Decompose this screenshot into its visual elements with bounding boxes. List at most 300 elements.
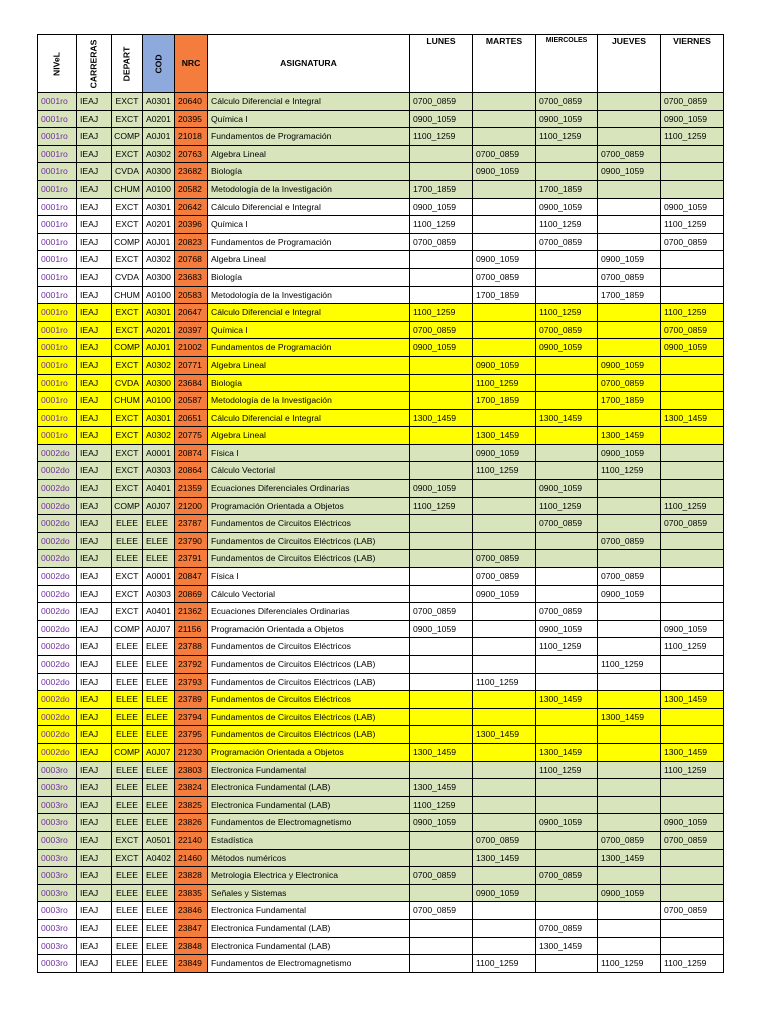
asignatura-cell: Fundamentos de Circuitos Eléctricos (LAB) <box>208 708 410 726</box>
viernes-cell <box>661 145 724 163</box>
depart-cell: ELEE <box>112 814 143 832</box>
nivel-cell: 0002do <box>38 726 77 744</box>
nrc-cell: 23792 <box>175 656 208 674</box>
jueves-cell <box>598 304 661 322</box>
nivel-cell: 0002do <box>38 462 77 480</box>
nrc-cell: 23793 <box>175 673 208 691</box>
miercoles-cell: 1100_1259 <box>536 304 598 322</box>
miercoles-cell: 0700_0859 <box>536 321 598 339</box>
depart-cell: COMP <box>112 497 143 515</box>
asignatura-cell: Fundamentos de Circuitos Eléctricos (LAB) <box>208 726 410 744</box>
depart-cell: EXCT <box>112 585 143 603</box>
viernes-cell <box>661 286 724 304</box>
viernes-cell <box>661 550 724 568</box>
depart-cell: CHUM <box>112 180 143 198</box>
miercoles-cell <box>536 532 598 550</box>
nivel-cell: 0003ro <box>38 761 77 779</box>
carrera-cell: IEAJ <box>77 233 112 251</box>
martes-cell: 1100_1259 <box>473 955 536 973</box>
miercoles-cell: 1100_1259 <box>536 761 598 779</box>
martes-cell <box>473 497 536 515</box>
viernes-cell <box>661 708 724 726</box>
table-row <box>38 831 724 849</box>
miercoles-cell <box>536 392 598 410</box>
lunes-cell: 0900_1059 <box>410 480 473 498</box>
cod-cell: A0201 <box>143 321 175 339</box>
viernes-cell <box>661 937 724 955</box>
cod-cell: A0300 <box>143 163 175 181</box>
nivel-cell: 0001ro <box>38 110 77 128</box>
carrera-cell: IEAJ <box>77 831 112 849</box>
nrc-cell: 23791 <box>175 550 208 568</box>
schedule-table <box>37 34 724 973</box>
nivel-cell: 0002do <box>38 673 77 691</box>
miercoles-cell <box>536 145 598 163</box>
nivel-cell: 0001ro <box>38 145 77 163</box>
cod-cell: A0201 <box>143 216 175 234</box>
jueves-cell <box>598 814 661 832</box>
martes-cell <box>473 603 536 621</box>
nivel-cell: 0002do <box>38 585 77 603</box>
lunes-cell <box>410 691 473 709</box>
viernes-cell <box>661 462 724 480</box>
table-row <box>38 761 724 779</box>
viernes-cell <box>661 374 724 392</box>
cod-cell: A0100 <box>143 392 175 410</box>
carrera-cell: IEAJ <box>77 321 112 339</box>
miercoles-cell: 0700_0859 <box>536 93 598 111</box>
cod-cell: A0201 <box>143 110 175 128</box>
table-row <box>38 339 724 357</box>
miercoles-cell: 0700_0859 <box>536 233 598 251</box>
lunes-cell <box>410 374 473 392</box>
lunes-cell <box>410 831 473 849</box>
carrera-cell: IEAJ <box>77 691 112 709</box>
martes-cell <box>473 902 536 920</box>
martes-cell <box>473 691 536 709</box>
lunes-cell: 1100_1259 <box>410 216 473 234</box>
nrc-cell: 21230 <box>175 743 208 761</box>
lunes-cell <box>410 356 473 374</box>
lunes-cell <box>410 585 473 603</box>
jueves-cell <box>598 919 661 937</box>
nivel-cell: 0001ro <box>38 163 77 181</box>
miercoles-cell: 1700_1859 <box>536 180 598 198</box>
carrera-cell: IEAJ <box>77 497 112 515</box>
viernes-cell <box>661 180 724 198</box>
martes-cell <box>473 110 536 128</box>
martes-cell <box>473 779 536 797</box>
depart-cell: EXCT <box>112 849 143 867</box>
table-row <box>38 251 724 269</box>
miercoles-cell: 1300_1459 <box>536 743 598 761</box>
jueves-cell <box>598 409 661 427</box>
asignatura-cell: Biología <box>208 268 410 286</box>
cod-cell: A0402 <box>143 849 175 867</box>
asignatura-cell: Fundamentos de Programación <box>208 339 410 357</box>
depart-cell: ELEE <box>112 708 143 726</box>
header-lunes: LUNES <box>410 35 473 93</box>
cod-cell: A0303 <box>143 585 175 603</box>
nivel-cell: 0003ro <box>38 955 77 973</box>
viernes-cell <box>661 726 724 744</box>
martes-cell <box>473 198 536 216</box>
cod-cell: ELEE <box>143 515 175 533</box>
viernes-cell <box>661 585 724 603</box>
cod-cell: A0302 <box>143 427 175 445</box>
cod-cell: A0100 <box>143 286 175 304</box>
carrera-cell: IEAJ <box>77 427 112 445</box>
jueves-cell: 0700_0859 <box>598 568 661 586</box>
nrc-cell: 21200 <box>175 497 208 515</box>
viernes-cell: 1100_1259 <box>661 216 724 234</box>
asignatura-cell: Física I <box>208 444 410 462</box>
table-row <box>38 585 724 603</box>
table-row <box>38 603 724 621</box>
cod-cell: ELEE <box>143 937 175 955</box>
depart-cell: EXCT <box>112 198 143 216</box>
martes-cell <box>473 233 536 251</box>
header-carreras: CARRERAS <box>77 35 112 93</box>
jueves-cell: 1100_1259 <box>598 955 661 973</box>
asignatura-cell: Electronica Fundamental (LAB) <box>208 937 410 955</box>
asignatura-cell: Ecuaciones Diferenciales Ordinarias <box>208 603 410 621</box>
miercoles-cell: 0700_0859 <box>536 867 598 885</box>
lunes-cell: 0900_1059 <box>410 814 473 832</box>
table-row <box>38 444 724 462</box>
lunes-cell <box>410 884 473 902</box>
table-row <box>38 937 724 955</box>
nivel-cell: 0001ro <box>38 374 77 392</box>
cod-cell: A0301 <box>143 198 175 216</box>
lunes-cell <box>410 251 473 269</box>
depart-cell: EXCT <box>112 427 143 445</box>
jueves-cell <box>598 550 661 568</box>
depart-cell: EXCT <box>112 93 143 111</box>
martes-cell: 1300_1459 <box>473 427 536 445</box>
cod-cell: ELEE <box>143 902 175 920</box>
martes-cell: 0900_1059 <box>473 444 536 462</box>
nrc-cell: 23825 <box>175 796 208 814</box>
asignatura-cell: Cálculo Diferencial e Integral <box>208 198 410 216</box>
carrera-cell: IEAJ <box>77 743 112 761</box>
jueves-cell <box>598 673 661 691</box>
viernes-cell <box>661 656 724 674</box>
miercoles-cell: 1300_1459 <box>536 691 598 709</box>
jueves-cell <box>598 110 661 128</box>
table-row <box>38 163 724 181</box>
carrera-cell: IEAJ <box>77 304 112 322</box>
jueves-cell <box>598 620 661 638</box>
jueves-cell <box>598 937 661 955</box>
asignatura-cell: Física I <box>208 568 410 586</box>
nrc-cell: 23846 <box>175 902 208 920</box>
header-jueves: JUEVES <box>598 35 661 93</box>
nrc-cell: 23683 <box>175 268 208 286</box>
depart-cell: ELEE <box>112 884 143 902</box>
asignatura-cell: Fundamentos de Programación <box>208 233 410 251</box>
nivel-cell: 0003ro <box>38 902 77 920</box>
lunes-cell: 1100_1259 <box>410 128 473 146</box>
lunes-cell: 1300_1459 <box>410 409 473 427</box>
martes-cell: 0700_0859 <box>473 145 536 163</box>
asignatura-cell: Estadística <box>208 831 410 849</box>
martes-cell <box>473 128 536 146</box>
nrc-cell: 21460 <box>175 849 208 867</box>
nrc-cell: 23849 <box>175 955 208 973</box>
nrc-cell: 20583 <box>175 286 208 304</box>
depart-cell: EXCT <box>112 444 143 462</box>
cod-cell: ELEE <box>143 779 175 797</box>
nivel-cell: 0002do <box>38 480 77 498</box>
lunes-cell <box>410 673 473 691</box>
table-row <box>38 708 724 726</box>
nivel-cell: 0003ro <box>38 796 77 814</box>
viernes-cell: 0700_0859 <box>661 233 724 251</box>
cod-cell: ELEE <box>143 796 175 814</box>
jueves-cell: 1300_1459 <box>598 427 661 445</box>
depart-cell: EXCT <box>112 304 143 322</box>
table-row <box>38 814 724 832</box>
cod-cell: A0J01 <box>143 128 175 146</box>
lunes-cell: 0900_1059 <box>410 110 473 128</box>
asignatura-cell: Electronica Fundamental <box>208 761 410 779</box>
martes-cell <box>473 339 536 357</box>
viernes-cell <box>661 356 724 374</box>
viernes-cell <box>661 444 724 462</box>
carrera-cell: IEAJ <box>77 726 112 744</box>
miercoles-cell <box>536 708 598 726</box>
lunes-cell <box>410 849 473 867</box>
asignatura-cell: Cálculo Vectorial <box>208 462 410 480</box>
viernes-cell <box>661 867 724 885</box>
cod-cell: A0303 <box>143 462 175 480</box>
viernes-cell <box>661 796 724 814</box>
nrc-cell: 20395 <box>175 110 208 128</box>
jueves-cell <box>598 198 661 216</box>
nrc-cell: 20642 <box>175 198 208 216</box>
depart-cell: EXCT <box>112 603 143 621</box>
asignatura-cell: Metodología de la Investigación <box>208 180 410 198</box>
jueves-cell: 1100_1259 <box>598 656 661 674</box>
nivel-cell: 0001ro <box>38 321 77 339</box>
martes-cell <box>473 814 536 832</box>
nrc-cell: 20647 <box>175 304 208 322</box>
table-row <box>38 462 724 480</box>
table-row <box>38 884 724 902</box>
jueves-cell <box>598 180 661 198</box>
depart-cell: ELEE <box>112 550 143 568</box>
table-row <box>38 268 724 286</box>
viernes-cell: 0700_0859 <box>661 321 724 339</box>
nivel-cell: 0003ro <box>38 831 77 849</box>
martes-cell <box>473 937 536 955</box>
viernes-cell <box>661 427 724 445</box>
nivel-cell: 0001ro <box>38 339 77 357</box>
nrc-cell: 23788 <box>175 638 208 656</box>
depart-cell: ELEE <box>112 691 143 709</box>
table-row <box>38 550 724 568</box>
miercoles-cell: 1100_1259 <box>536 497 598 515</box>
lunes-cell <box>410 708 473 726</box>
lunes-cell: 1300_1459 <box>410 779 473 797</box>
miercoles-cell <box>536 568 598 586</box>
carrera-cell: IEAJ <box>77 268 112 286</box>
miercoles-cell <box>536 831 598 849</box>
jueves-cell: 1100_1259 <box>598 462 661 480</box>
asignatura-cell: Cálculo Diferencial e Integral <box>208 409 410 427</box>
nrc-cell: 23803 <box>175 761 208 779</box>
miercoles-cell <box>536 673 598 691</box>
jueves-cell <box>598 497 661 515</box>
carrera-cell: IEAJ <box>77 480 112 498</box>
asignatura-cell: Química I <box>208 216 410 234</box>
miercoles-cell <box>536 902 598 920</box>
cod-cell: A0300 <box>143 374 175 392</box>
martes-cell <box>473 919 536 937</box>
cod-cell: ELEE <box>143 638 175 656</box>
nrc-cell: 23847 <box>175 919 208 937</box>
lunes-cell: 0900_1059 <box>410 339 473 357</box>
martes-cell <box>473 480 536 498</box>
nivel-cell: 0003ro <box>38 884 77 902</box>
lunes-cell: 0700_0859 <box>410 233 473 251</box>
depart-cell: COMP <box>112 233 143 251</box>
cod-cell: ELEE <box>143 867 175 885</box>
nivel-cell: 0003ro <box>38 937 77 955</box>
martes-cell <box>473 93 536 111</box>
asignatura-cell: Química I <box>208 110 410 128</box>
asignatura-cell: Fundamentos de Programación <box>208 128 410 146</box>
table-row <box>38 568 724 586</box>
asignatura-cell: Algebra Lineal <box>208 356 410 374</box>
lunes-cell <box>410 462 473 480</box>
miercoles-cell <box>536 726 598 744</box>
nivel-cell: 0002do <box>38 691 77 709</box>
table-row <box>38 638 724 656</box>
depart-cell: ELEE <box>112 761 143 779</box>
jueves-cell: 0700_0859 <box>598 268 661 286</box>
jueves-cell <box>598 902 661 920</box>
nrc-cell: 21359 <box>175 480 208 498</box>
carrera-cell: IEAJ <box>77 163 112 181</box>
nivel-cell: 0002do <box>38 515 77 533</box>
lunes-cell <box>410 726 473 744</box>
miercoles-cell: 1100_1259 <box>536 128 598 146</box>
header-martes: MARTES <box>473 35 536 93</box>
carrera-cell: IEAJ <box>77 902 112 920</box>
table-row <box>38 673 724 691</box>
carrera-cell: IEAJ <box>77 884 112 902</box>
depart-cell: ELEE <box>112 796 143 814</box>
nrc-cell: 20768 <box>175 251 208 269</box>
table-row <box>38 392 724 410</box>
nrc-cell: 23682 <box>175 163 208 181</box>
jueves-cell <box>598 216 661 234</box>
jueves-cell: 1300_1459 <box>598 708 661 726</box>
asignatura-cell: Programación Orientada a Objetos <box>208 620 410 638</box>
asignatura-cell: Algebra Lineal <box>208 251 410 269</box>
carrera-cell: IEAJ <box>77 93 112 111</box>
nivel-cell: 0003ro <box>38 814 77 832</box>
nrc-cell: 20587 <box>175 392 208 410</box>
miercoles-cell <box>536 884 598 902</box>
asignatura-cell: Fundamentos de Electromagnetismo <box>208 814 410 832</box>
nivel-cell: 0001ro <box>38 356 77 374</box>
miercoles-cell <box>536 585 598 603</box>
viernes-cell: 1100_1259 <box>661 497 724 515</box>
nrc-cell: 23795 <box>175 726 208 744</box>
nrc-cell: 23848 <box>175 937 208 955</box>
carrera-cell: IEAJ <box>77 867 112 885</box>
jueves-cell: 1300_1459 <box>598 849 661 867</box>
nrc-cell: 20869 <box>175 585 208 603</box>
depart-cell: COMP <box>112 128 143 146</box>
martes-cell <box>473 180 536 198</box>
martes-cell: 1100_1259 <box>473 374 536 392</box>
martes-cell: 0900_1059 <box>473 884 536 902</box>
nivel-cell: 0001ro <box>38 233 77 251</box>
depart-cell: ELEE <box>112 779 143 797</box>
martes-cell: 0900_1059 <box>473 251 536 269</box>
viernes-cell <box>661 392 724 410</box>
depart-cell: CHUM <box>112 392 143 410</box>
jueves-cell <box>598 796 661 814</box>
nivel-cell: 0003ro <box>38 867 77 885</box>
table-row <box>38 321 724 339</box>
martes-cell: 1100_1259 <box>473 673 536 691</box>
viernes-cell <box>661 884 724 902</box>
carrera-cell: IEAJ <box>77 286 112 304</box>
viernes-cell <box>661 568 724 586</box>
jueves-cell: 1700_1859 <box>598 286 661 304</box>
asignatura-cell: Fundamentos de Circuitos Eléctricos (LAB) <box>208 656 410 674</box>
nrc-cell: 23787 <box>175 515 208 533</box>
asignatura-cell: Algebra Lineal <box>208 427 410 445</box>
miercoles-cell: 0700_0859 <box>536 919 598 937</box>
miercoles-cell: 0900_1059 <box>536 814 598 832</box>
jueves-cell <box>598 691 661 709</box>
asignatura-cell: Fundamentos de Circuitos Eléctricos <box>208 638 410 656</box>
jueves-cell: 0700_0859 <box>598 374 661 392</box>
cod-cell: ELEE <box>143 691 175 709</box>
lunes-cell: 1700_1859 <box>410 180 473 198</box>
martes-cell <box>473 620 536 638</box>
nrc-cell: 23828 <box>175 867 208 885</box>
depart-cell: ELEE <box>112 955 143 973</box>
carrera-cell: IEAJ <box>77 673 112 691</box>
viernes-cell: 0700_0859 <box>661 515 724 533</box>
nivel-cell: 0003ro <box>38 849 77 867</box>
martes-cell <box>473 515 536 533</box>
miercoles-cell: 1100_1259 <box>536 216 598 234</box>
cod-cell: ELEE <box>143 656 175 674</box>
lunes-cell: 0700_0859 <box>410 321 473 339</box>
depart-cell: ELEE <box>112 638 143 656</box>
nivel-cell: 0002do <box>38 603 77 621</box>
miercoles-cell <box>536 550 598 568</box>
jueves-cell <box>598 603 661 621</box>
header-cod: COD <box>143 35 175 93</box>
viernes-cell: 1100_1259 <box>661 955 724 973</box>
miercoles-cell <box>536 427 598 445</box>
nrc-cell: 23824 <box>175 779 208 797</box>
jueves-cell: 0700_0859 <box>598 145 661 163</box>
jueves-cell <box>598 128 661 146</box>
nrc-cell: 23826 <box>175 814 208 832</box>
nrc-cell: 20396 <box>175 216 208 234</box>
asignatura-cell: Programación Orientada a Objetos <box>208 497 410 515</box>
